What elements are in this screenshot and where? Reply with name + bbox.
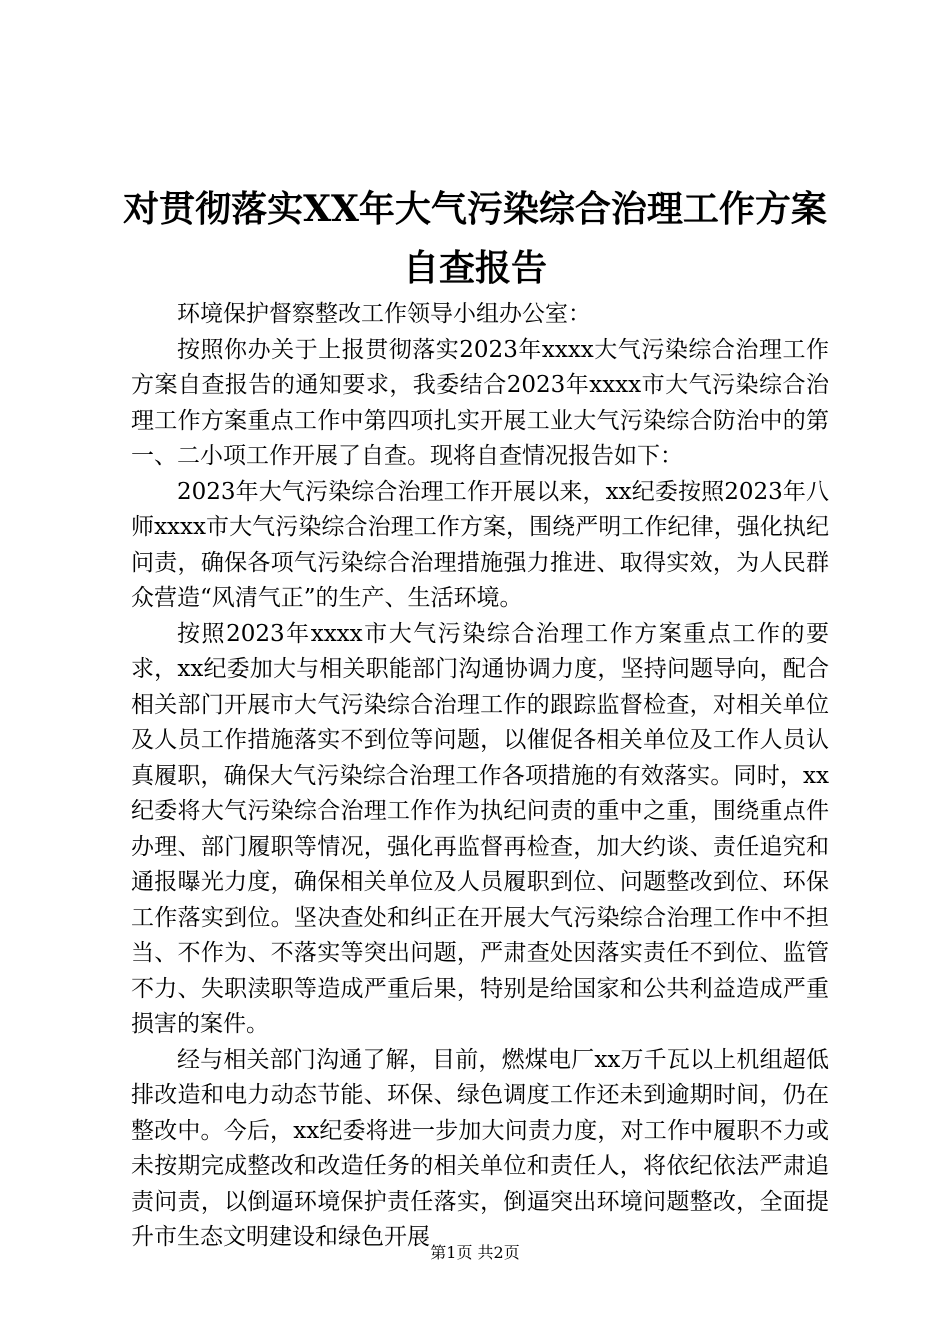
document-body bbox=[131, 297, 829, 1256]
paragraph-2: 2023年大气污染综合治理工作开展以来，xx纪委按照2023年八师xxxx市大气污染综合治理工作方案，围绕严明工作纪律，强化执纪问责，确保各项气污染综合治理措施强力推进、取得实效，为人民群众营造“风清气正”的生产、生活环境。 bbox=[131, 478, 829, 611]
document-title-line-2: 自查报告 bbox=[402, 247, 547, 289]
document-title-line-1: 对贯彻落实XX年大气污染综合治理工作方案 bbox=[123, 188, 827, 230]
paragraph-4: 经与相关部门沟通了解，目前，燃煤电厂xx万千瓦以上机组超低排改造和电力动态节能、环保、绿色调度工作还未到逾期时间，仍在整改中。今后，xx纪委将进一步加大问责力度，对工作中履职不力或未按期完成整改和改造任务的相关单位和责任人，将依纪依法严肃追责问责，以倒逼环境保护责任落实，倒逼突出环境问题整改，全面提升市生态文明建设和绿色开展 bbox=[131, 1046, 829, 1250]
paragraph-1: 按照你办关于上报贯彻落实2023年xxxx大气污染综合治理工作方案自查报告的通知要求，我委结合2023年xxxx市大气污染综合治理工作方案重点工作中第四项扎实开展工业大气污染综合防治中的第一、二小项工作开展了自查。现将自查情况报告如下： bbox=[131, 336, 829, 469]
page-footer: 第1页 共2页 bbox=[430, 1243, 520, 1262]
salutation: 环境保护督察整改工作领导小组办公室： bbox=[177, 301, 591, 327]
paragraph-3: 按照2023年xxxx市大气污染综合治理工作方案重点工作的要求，xx纪委加大与相关职能部门沟通协调力度，坚持问题导向，配合相关部门开展市大气污染综合治理工作的跟踪监督检查，对相关单位及人员工作措施落实不到位等问题，以催促各相关单位及工作人员认真履职，确保大气污染综合治理工作各项措施的有效落实。同时，xx纪委将大气污染综合治理工作作为执纪问责的重中之重，围绕重点件办理、部门履职等情况，强化再监督再检查，加大约谈、责任追究和通报曝光力度，确保相关单位及人员履职到位、问题整改到位、环保工作落实到位。坚决查处和纠正在开展大气污染综合治理工作中不担当、不作为、不落实等突出问题，严肃查处因落实责任不到位、监管不力、失职渎职等造成严重后果，特别是给国家和公共利益造成严重损害的案件。 bbox=[131, 620, 829, 1037]
